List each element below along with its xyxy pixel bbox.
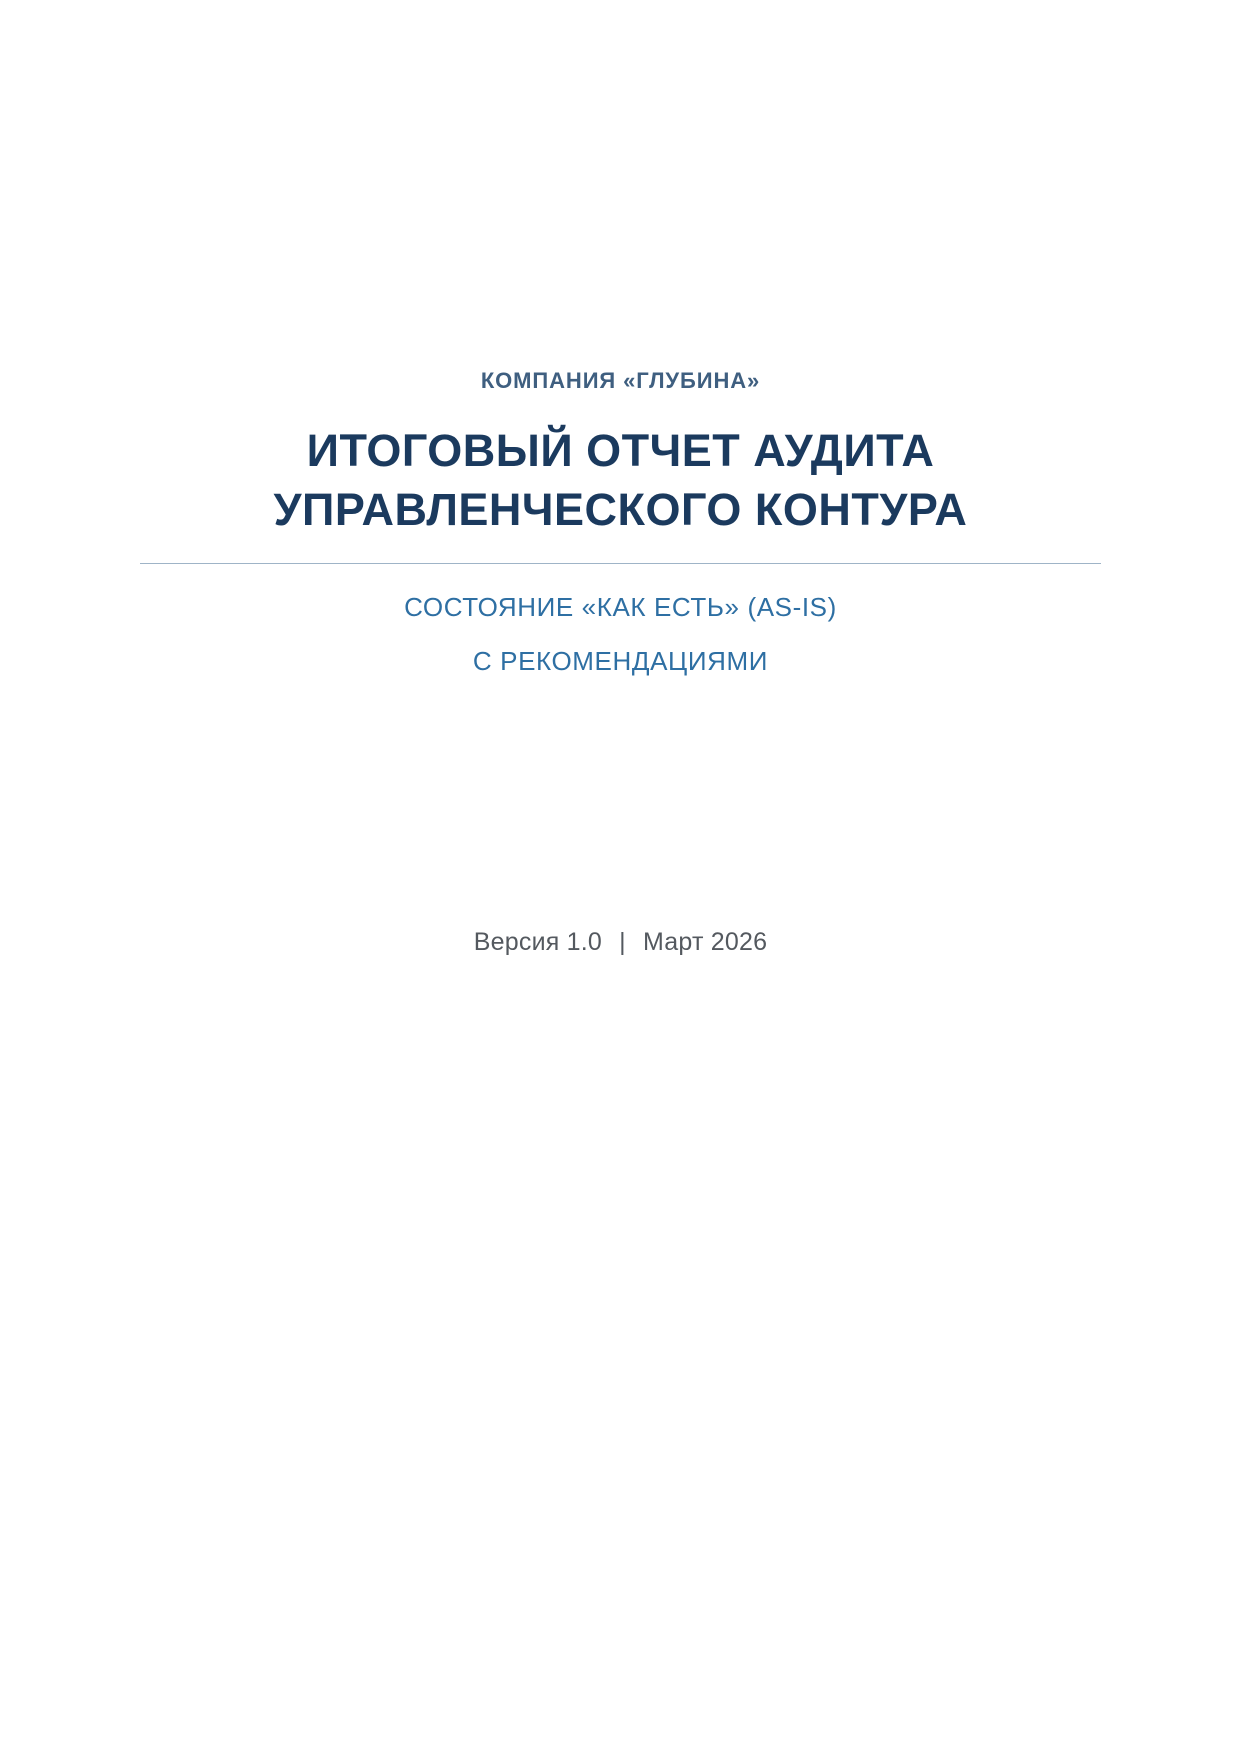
title-block	[140, 368, 1101, 677]
page-title	[140, 422, 1101, 539]
meta-separator: |	[619, 928, 626, 956]
document-subtitle-line-2: С РЕКОМЕНДАЦИЯМИ	[472, 646, 769, 677]
page-title-line-1: ИТОГОВЫЙ ОТЧЕТ АУДИТА	[306, 425, 935, 477]
company-name: КОМПАНИЯ «ГЛУБИНА»	[480, 368, 761, 393]
page-title-line-2: УПРАВЛЕНЧЕСКОГО КОНТУРА	[273, 483, 968, 535]
version-meta	[140, 928, 1101, 957]
version-label: Версия 1.0	[473, 928, 602, 956]
document-subtitle-line-1: СОСТОЯНИЕ «КАК ЕСТЬ» (AS-IS)	[404, 592, 837, 623]
title-divider	[140, 563, 1101, 564]
date-label: Март 2026	[643, 928, 768, 956]
